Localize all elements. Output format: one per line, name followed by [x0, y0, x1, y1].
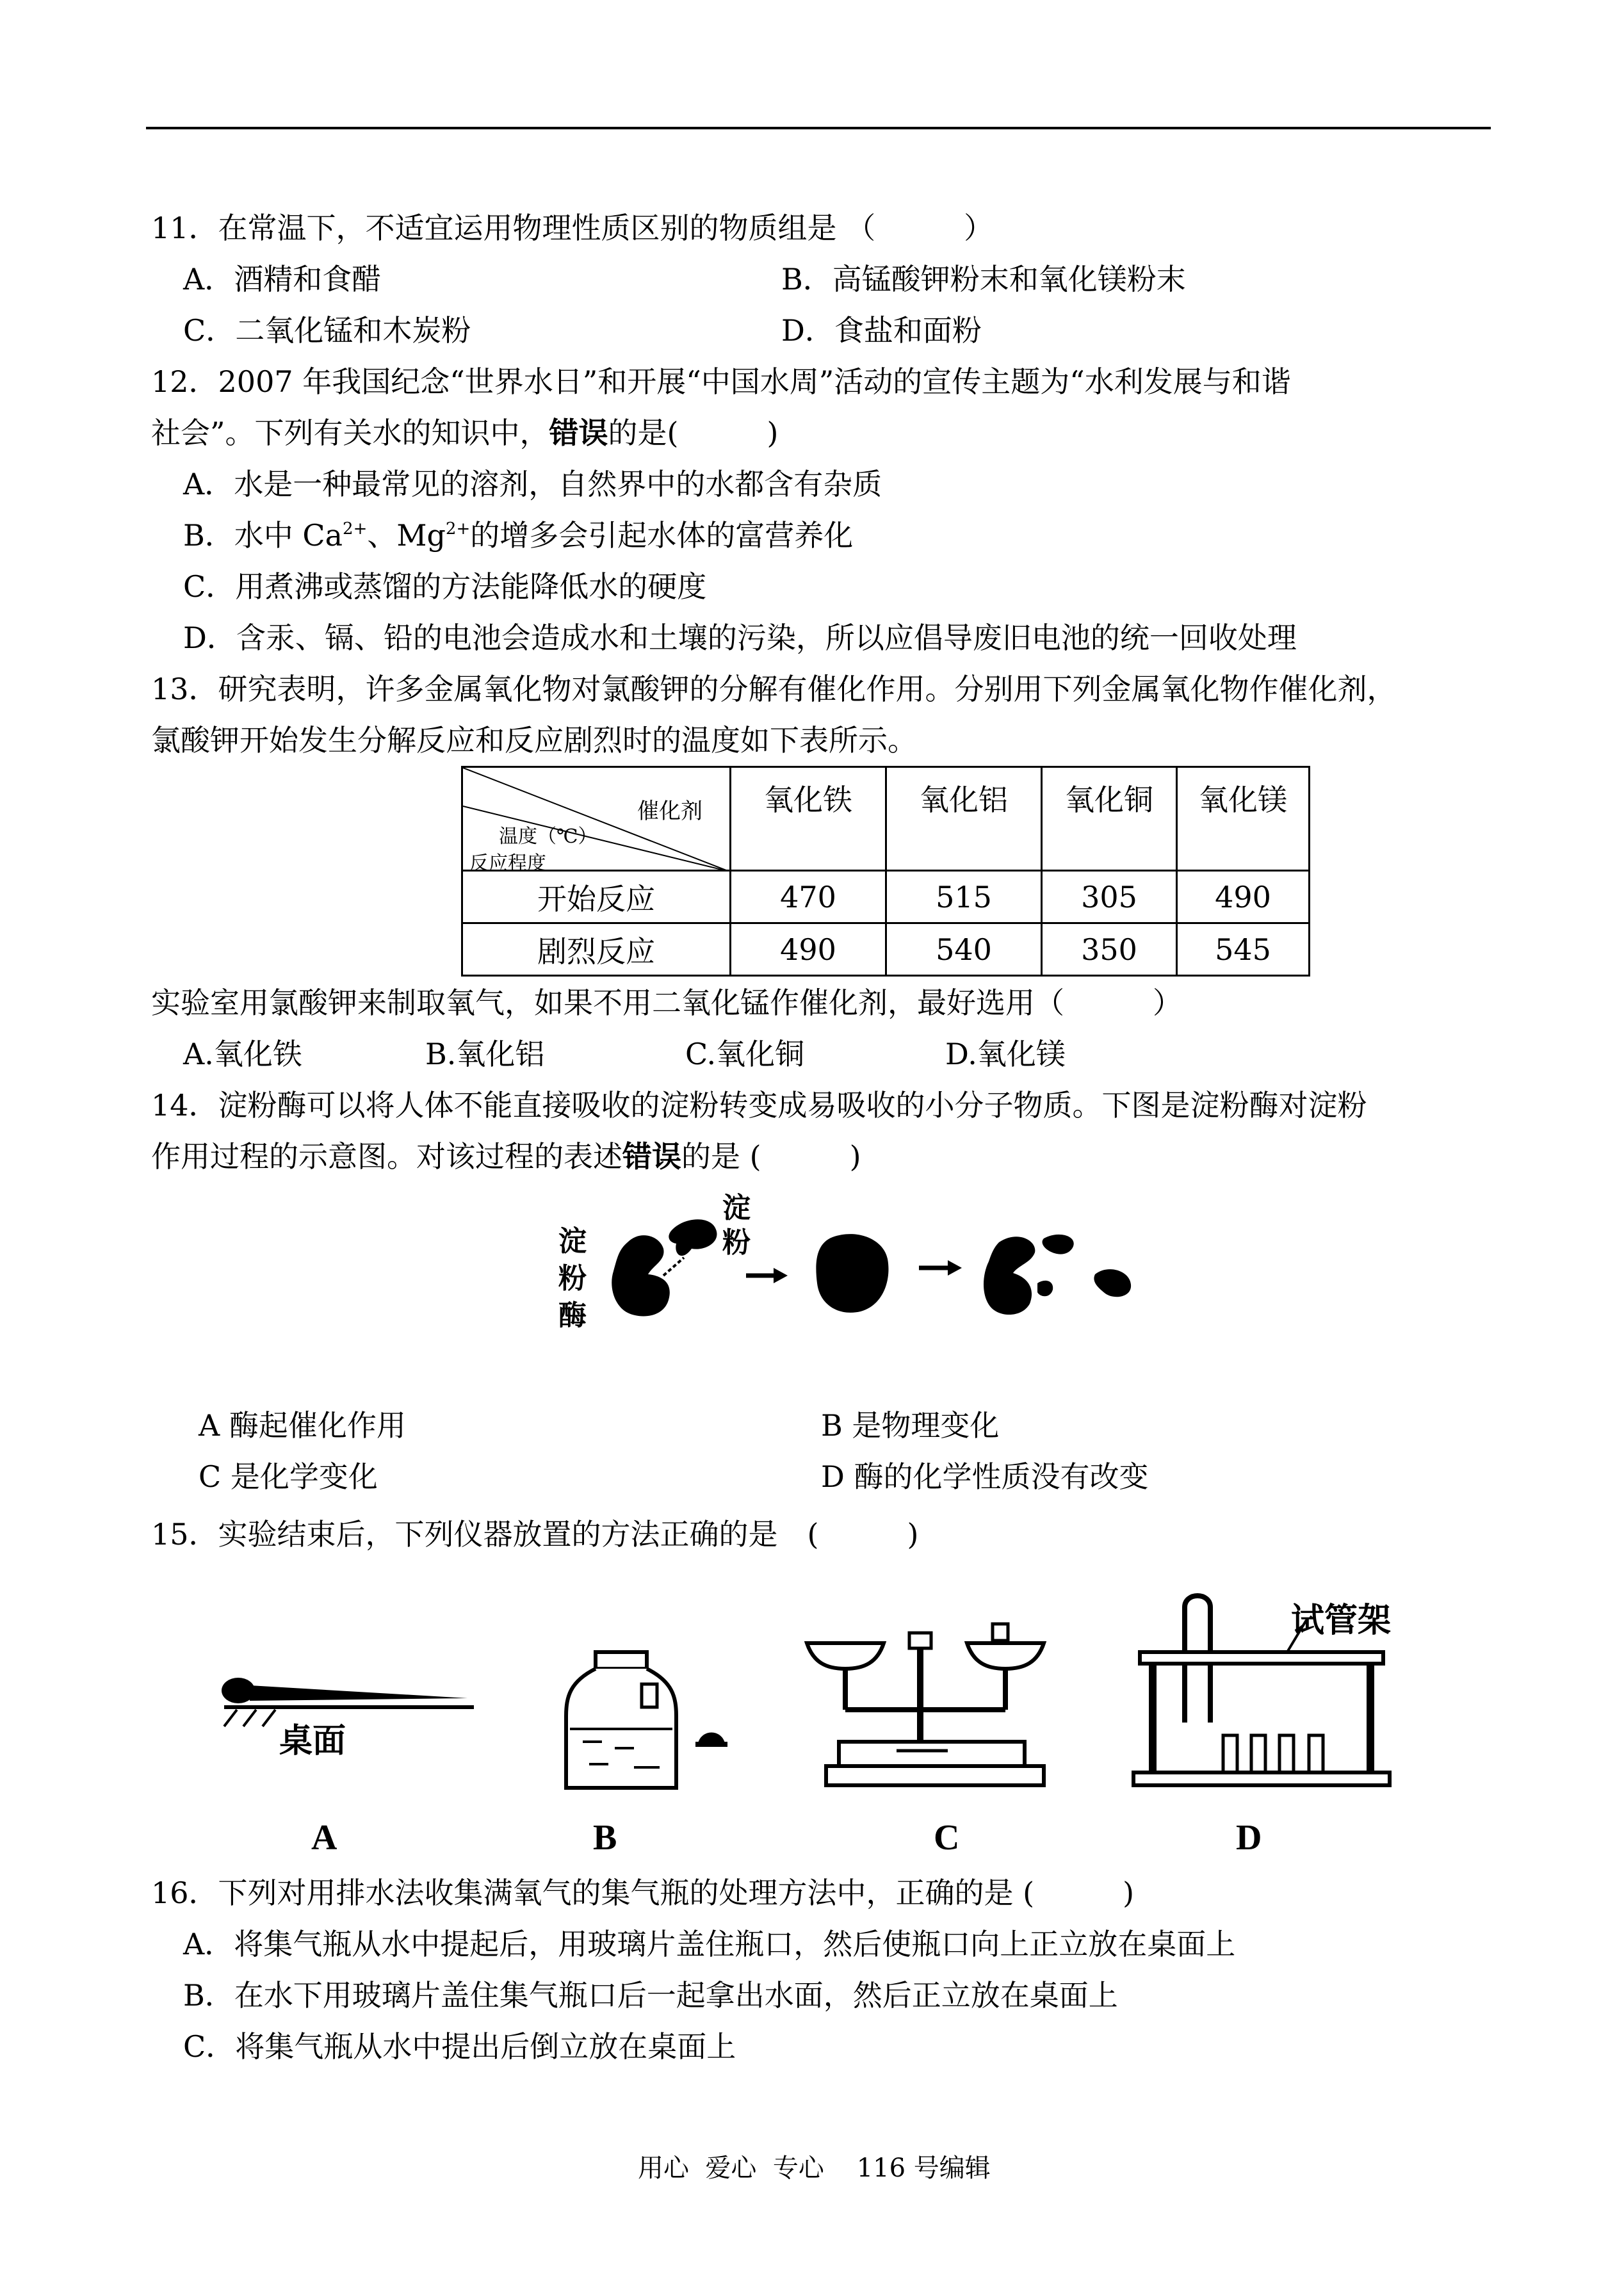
q14-option-a: A 酶起催化作用: [199, 1408, 406, 1443]
row-label: 剧烈反应: [462, 923, 731, 976]
q13-line2: 氯酸钾开始发生分解反应和反应剧烈时的温度如下表所示。: [151, 723, 917, 758]
table-cell: 350: [1042, 923, 1177, 976]
q14-line2: 作用过程的示意图。对该过程的表述错误的是 ( ): [151, 1139, 861, 1174]
table-cell: 305: [1042, 871, 1177, 923]
q14-line1: 14．淀粉酶可以将人体不能直接吸收的淀粉转变成易吸收的小分子物质。下图是淀粉酶对淀粉: [151, 1088, 1367, 1123]
table-row: [462, 871, 1310, 923]
col-header: 氧化铝: [886, 767, 1042, 871]
corner-catalyst-label: 催化剂: [637, 799, 702, 824]
figure-b-open-bottle: [564, 1646, 730, 1799]
q11-option-d: D．食盐和面粉: [781, 313, 982, 348]
q16-option-c: C．将集气瓶从水中提出后倒立放在桌面上: [183, 2029, 736, 2064]
figure-label-a: A: [311, 1818, 337, 1858]
table-cell: 490: [1177, 871, 1310, 923]
enzyme-process-diagram: [602, 1204, 1153, 1332]
corner-degree-label: 反应程度: [469, 852, 546, 875]
q12-option-b: B．水中 $Ca^{2+}$、$Mg^{2+}$的增多会引起水体的富营养化: [183, 518, 854, 553]
q14-option-d: D 酶的化学性质没有改变: [821, 1459, 1149, 1494]
test-tube-rack-label: 试管架: [1291, 1602, 1392, 1639]
q11-option-c: C．二氧化锰和木炭粉: [183, 313, 471, 348]
table-cell: 490: [731, 923, 886, 976]
enzyme-label: 淀 粉 酶: [558, 1226, 587, 1331]
col-header: 氧化铁: [731, 767, 886, 871]
q16-stem: 16．下列对用排水法收集满氧气的集气瓶的处理方法中，正确的是 ( ): [151, 1876, 1135, 1910]
table-cell: 540: [886, 923, 1042, 976]
table-cell: 545: [1177, 923, 1310, 976]
q13-option-c: C.氧化铜: [685, 1037, 805, 1071]
q16-option-a: A．将集气瓶从水中提起后，用玻璃片盖住瓶口，然后使瓶口向上正立放在桌面上: [183, 1927, 1236, 1961]
table-cell: 470: [731, 871, 886, 923]
catalyst-table: [461, 766, 1310, 977]
figure-label-c: C: [934, 1818, 960, 1858]
q13-question: 实验室用氯酸钾来制取氧气，如果不用二氧化锰作催化剂，最好选用（ ）: [151, 985, 1182, 1020]
table-cell: 515: [886, 871, 1042, 923]
q13-line1: 13．研究表明，许多金属氧化物对氯酸钾的分解有催化作用。分别用下列金属氧化物作催化剂，: [151, 672, 1397, 706]
q12-option-d: D．含汞、镉、铅的电池会造成水和土壤的污染，所以应倡导废旧电池的统一回收处理: [183, 620, 1297, 655]
row-label: 开始反应: [462, 871, 731, 923]
q16-option-b: B．在水下用玻璃片盖住集气瓶口后一起拿出水面，然后正立放在桌面上: [183, 1978, 1118, 2013]
q14-option-c: C 是化学变化: [199, 1459, 378, 1494]
q13-option-d: D.氧化镁: [945, 1037, 1066, 1071]
q12-option-a: A．水是一种最常见的溶剂，自然界中的水都含有杂质: [183, 467, 882, 501]
q11-option-a: A．酒精和食醋: [183, 262, 382, 296]
q13-option-a: A.氧化铁: [183, 1037, 302, 1071]
q12-line2: 社会”。下列有关水的知识中，错误的是( ): [151, 416, 779, 450]
q12-line1: 12．2007 年我国纪念“世界水日”和开展“中国水周”活动的宣传主题为“水利发展与和谐: [151, 364, 1291, 399]
q14-option-b: B 是物理变化: [821, 1408, 1000, 1443]
header-rule: [146, 127, 1491, 129]
desk-label: 桌面: [279, 1723, 346, 1760]
col-header: 氧化镁: [1177, 767, 1310, 871]
q11-option-b: B．高锰酸钾粉末和氧化镁粉末: [781, 262, 1186, 296]
starch-label: 淀 粉: [722, 1192, 751, 1258]
table-row: [462, 923, 1310, 976]
page-footer: 用心 爱心 专心 116 号编辑: [638, 2153, 991, 2183]
q15-stem: 15．实验结束后，下列仪器放置的方法正确的是 ( ): [151, 1517, 919, 1552]
table-corner-cell: [462, 767, 731, 875]
q12-option-c: C．用煮沸或蒸馏的方法能降低水的硬度: [183, 569, 707, 604]
figure-c-balance: [800, 1620, 1095, 1799]
figure-label-d: D: [1236, 1818, 1262, 1858]
col-header: 氧化铜: [1042, 767, 1177, 871]
figure-label-b: B: [593, 1818, 617, 1858]
q11-stem: 11．在常温下，不适宜运用物理性质区别的物质组是 （ ）: [151, 211, 994, 245]
q13-option-b: B.氧化铝: [425, 1037, 545, 1071]
corner-temp-label: 温度（℃）: [499, 825, 597, 848]
